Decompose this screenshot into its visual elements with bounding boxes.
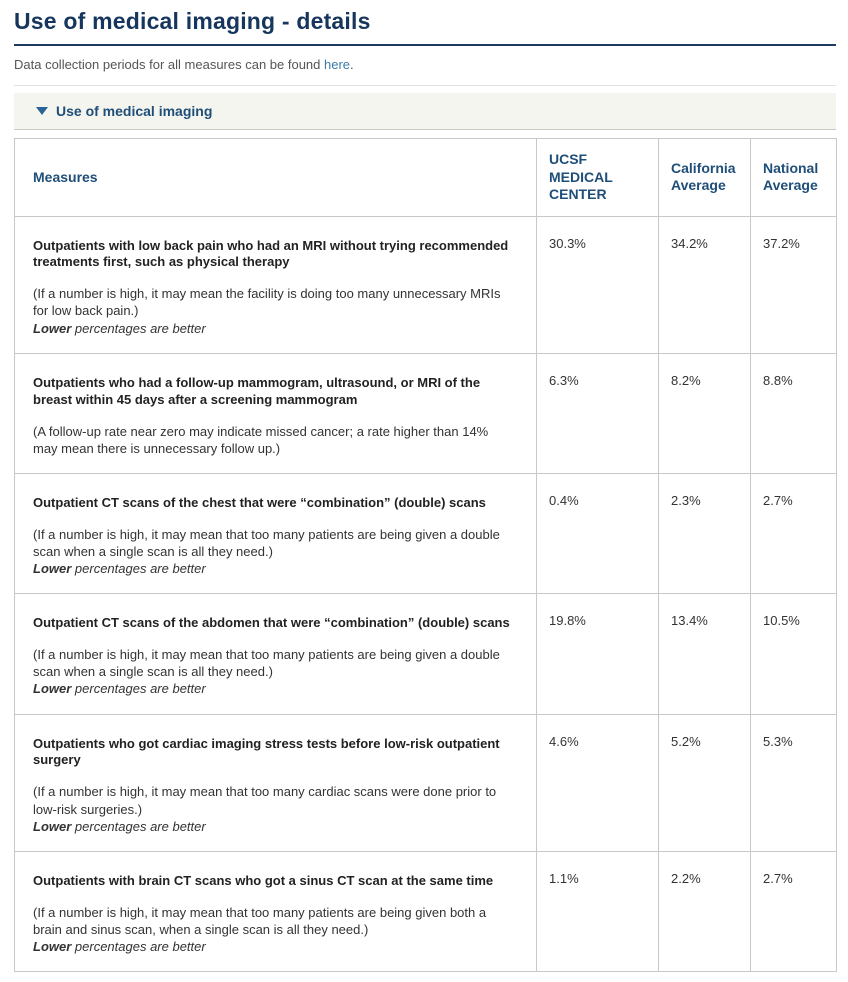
value-cell-national: 5.3%: [751, 714, 837, 851]
value-cell-ucsf: 19.8%: [537, 594, 659, 714]
table-row: [15, 714, 837, 851]
section-toggle-use-of-medical-imaging[interactable]: [14, 93, 836, 130]
triangle-down-icon: [36, 107, 48, 115]
table-row: [15, 473, 837, 593]
measure-note: (A follow-up rate near zero may indicate missed cancer; a rate higher than 14% may mean there is unnecessary follow up.): [33, 423, 489, 456]
value-cell-national: 37.2%: [751, 216, 837, 353]
value-cell-ucsf: 4.6%: [537, 714, 659, 851]
column-header-california-average: California Average: [659, 139, 751, 217]
measure-title: Outpatients who had a follow-up mammogram, ultrasound, or MRI of the breast within 45 days after a screening mammogram: [33, 374, 481, 407]
hint-text: percentages are better: [71, 818, 206, 834]
measure-hint: [33, 938, 510, 955]
value-cell-national: 8.8%: [751, 353, 837, 473]
intro-line: [14, 46, 836, 86]
column-header-national-average: National Average: [751, 139, 837, 217]
value-cell-national: 2.7%: [751, 851, 837, 971]
measure-cell: [15, 216, 537, 353]
page-title: Use of medical imaging - details: [14, 8, 836, 46]
value-cell-national: 2.7%: [751, 473, 837, 593]
hint-keyword: Lower: [33, 681, 72, 697]
intro-text: Data collection periods for all measures can be found: [14, 57, 325, 72]
table-header-row: [15, 139, 837, 217]
measure-cell: [15, 353, 537, 473]
table-row: [15, 851, 837, 971]
hint-keyword: Lower: [33, 561, 72, 577]
measures-table: [14, 138, 837, 972]
measure-title: Outpatients with brain CT scans who got a sinus CT scan at the same time: [33, 872, 494, 888]
value-cell-california: 5.2%: [659, 714, 751, 851]
section-title: Use of medical imaging: [56, 103, 213, 119]
table-row: [15, 216, 837, 353]
hint-text: percentages are better: [71, 561, 206, 577]
intro-suffix: .: [350, 57, 354, 72]
hint-keyword: Lower: [33, 320, 72, 336]
measure-hint: [33, 818, 510, 835]
value-cell-ucsf: 30.3%: [537, 216, 659, 353]
value-cell-california: 2.3%: [659, 473, 751, 593]
measure-note: (If a number is high, it may mean that too many patients are being given a double scan when a single scan is all they need.): [33, 526, 500, 559]
hint-text: percentages are better: [71, 320, 206, 336]
value-cell-california: 13.4%: [659, 594, 751, 714]
value-cell-ucsf: 0.4%: [537, 473, 659, 593]
measure-title: Outpatient CT scans of the abdomen that were “combination” (double) scans: [33, 615, 510, 631]
measure-cell: [15, 851, 537, 971]
measure-note: (If a number is high, it may mean that too many cardiac scans were done prior to low-risk surgeries.): [33, 784, 497, 817]
measure-cell: [15, 473, 537, 593]
measure-title: Outpatients with low back pain who had an MRI without trying recommended treatments first, such as physical therapy: [33, 237, 509, 270]
measure-hint: [33, 320, 510, 337]
measure-note: (If a number is high, it may mean the facility is doing too many unnecessary MRIs for low back pain.): [33, 286, 501, 319]
hint-keyword: Lower: [33, 939, 72, 955]
measure-title: Outpatient CT scans of the chest that were “combination” (double) scans: [33, 494, 486, 510]
value-cell-national: 10.5%: [751, 594, 837, 714]
value-cell-ucsf: 6.3%: [537, 353, 659, 473]
measure-cell: [15, 714, 537, 851]
measure-cell: [15, 594, 537, 714]
measure-hint: [33, 680, 510, 697]
value-cell-ucsf: 1.1%: [537, 851, 659, 971]
hint-text: percentages are better: [71, 939, 206, 955]
hint-text: percentages are better: [71, 681, 206, 697]
column-header-ucsf-medical-center: UCSF MEDICAL CENTER: [537, 139, 659, 217]
table-row: [15, 594, 837, 714]
value-cell-california: 8.2%: [659, 353, 751, 473]
column-header-measures: Measures: [15, 139, 537, 217]
hint-keyword: Lower: [33, 818, 72, 834]
value-cell-california: 34.2%: [659, 216, 751, 353]
measure-note: (If a number is high, it may mean that too many patients are being given both a brain and sinus scan, when a single scan is all they need.): [33, 904, 487, 937]
data-collection-periods-link[interactable]: here: [324, 57, 351, 72]
table-row: [15, 353, 837, 473]
measure-note: (If a number is high, it may mean that too many patients are being given a double scan when a single scan is all they need.): [33, 647, 500, 680]
measure-hint: [33, 560, 510, 577]
measure-title: Outpatients who got cardiac imaging stress tests before low-risk outpatient surgery: [33, 735, 500, 768]
value-cell-california: 2.2%: [659, 851, 751, 971]
